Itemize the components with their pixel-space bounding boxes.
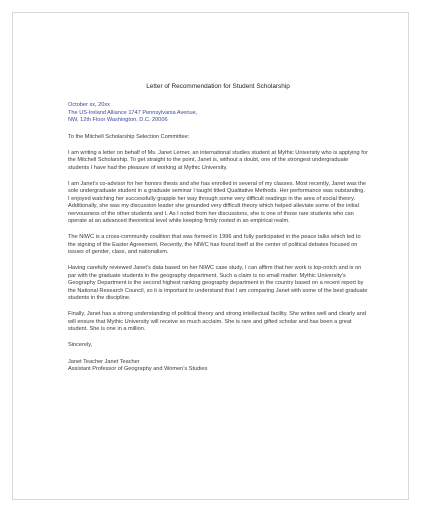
closing: Sincerely, bbox=[68, 342, 93, 349]
letter-page bbox=[68, 83, 368, 374]
letter-date: October xx, 20xx bbox=[68, 102, 110, 109]
document-frame bbox=[12, 12, 409, 500]
address-line-1: The US-Ireland Alliance 1747 Pennsylvania Avenue, bbox=[68, 109, 198, 116]
signature-title: Assistant Professor of Geography and Women’s Studies bbox=[68, 366, 208, 373]
paragraph-1: I am writing a letter on behalf of Ms. Janet Lerner, an international studies student at Mythic University who is applying for the Mitchell Scholarship. To get straight to the point, Janet is, without a doubt, one of the strongest undergraduate students I have had the pleasure of working at Mythic University. bbox=[68, 149, 368, 171]
signature-name: Janet Teacher Janet Teacher bbox=[68, 358, 140, 365]
salutation: To the Mitchell Scholarship Selection Committee: bbox=[68, 133, 190, 140]
letter-title: Letter of Recommendation for Student Scholarship bbox=[146, 83, 290, 90]
paragraph-4: Having carefully reviewed Janet’s data based on her NIWC case study, I can affirm that her work is top-notch and is on par with the graduate students in the geography department. Such a claim is no small matter. Mythic University’s Geography Department is the second highest ranking geography department in the country based on a recent report by the National Research Council, so it is important to understand that I am comparing Janet with some of the best graduate students in the discipline. bbox=[68, 265, 368, 301]
paragraph-3: The NIWC is a cross-community coalition that was formed in 1996 and fully participated in the peace talks which led to the signing of the Easter Agreement. Recently, the NIWC has found itself at the center of political debates focused on issues of gender, class, and nationalism. bbox=[68, 234, 361, 256]
paragraph-5: Finally, Janet has a strong understanding of political theory and strong intellectual facility. She writes well and clearly and will ensure that Mythic University will receive so much acclaim. She is rare and gifted scholar and has been a great student. She is one in a million. bbox=[68, 311, 366, 333]
paragraph-2: I am Janet’s co-advisor for her honors thesis and she has enrolled in several of my classes. Most recently, Janet was the sole undergraduate student in a graduate seminar I taught titled Qualitative Methods. Her performance was outstanding. I enjoyed watching her successfully grapple her way through some very difficult readings in the area of social theory. Additionally, she was my discussion leader she grounded very difficult theory which helped alleviate some of the initial nervousness of the other students and I. As I noted from her discussions, she is one of those rare students who can operate at an advanced theoretical level while keeping firmly rooted in an empirical realm. bbox=[68, 181, 366, 224]
address-line-2: NW, 12th Floor Washington, D.C. 20006 bbox=[68, 117, 168, 124]
